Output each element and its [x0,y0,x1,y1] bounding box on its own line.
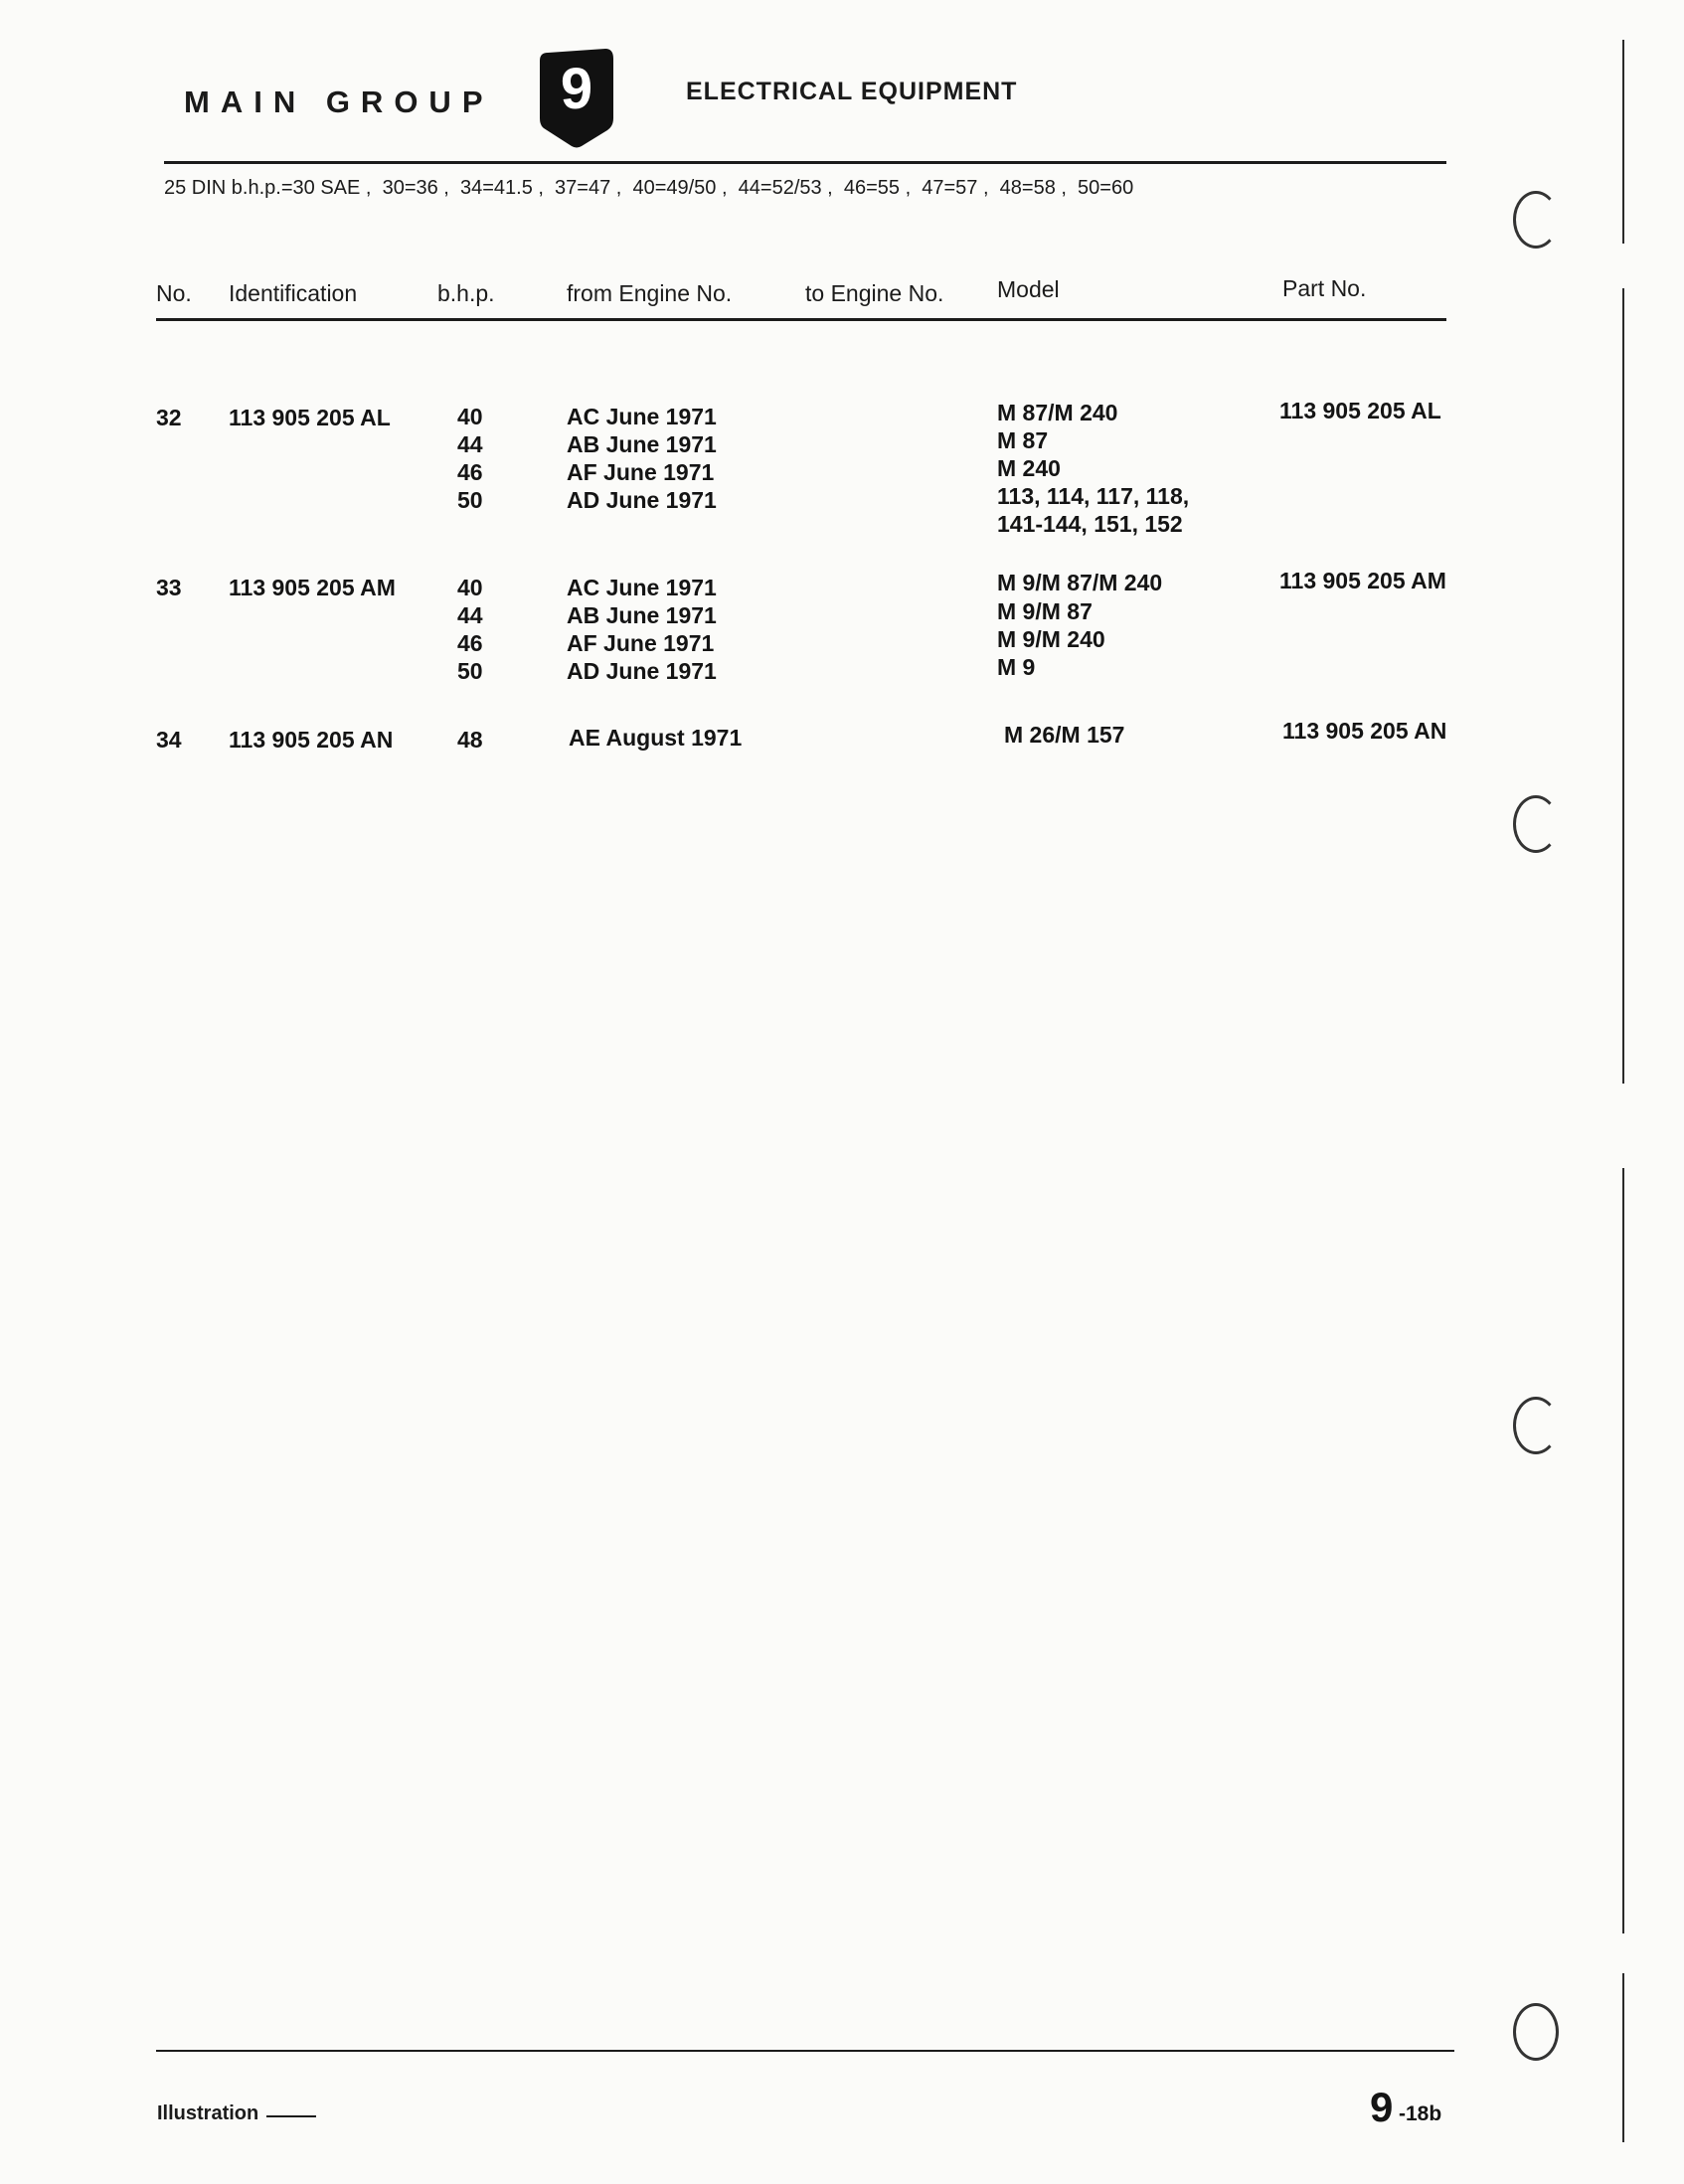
row-from-engine: AB June 1971 [567,602,717,628]
binder-hole-icon [1513,191,1559,249]
row-identification: 113 905 205 AL [229,405,391,430]
row-from-engine: AF June 1971 [567,459,715,485]
right-margin-line [1622,1168,1624,1933]
row-identification: 113 905 205 AN [229,727,394,753]
row-model: M 240 [997,455,1061,481]
page-number-sub: -18b [1399,2102,1442,2125]
row-part-no: 113 905 205 AL [1279,398,1441,423]
col-header-bhp: b.h.p. [437,280,495,306]
group-number: 9 [560,57,593,121]
row-part-no: 113 905 205 AN [1282,718,1447,744]
row-model: M 87 [997,427,1049,453]
row-identification: 113 905 205 AM [229,575,396,600]
row-bhp: 46 [457,459,483,485]
right-margin-line [1622,288,1624,1084]
row-model: M 26/M 157 [1004,722,1125,748]
binder-hole-icon [1513,2003,1559,2061]
row-from-engine: AC June 1971 [567,404,717,429]
row-no: 34 [156,727,182,753]
illustration-dash [266,2115,316,2117]
row-from-engine: AE August 1971 [569,725,743,751]
row-from-engine: AF June 1971 [567,630,715,656]
row-bhp: 44 [457,431,483,457]
bhp-conversion-note: 25 DIN b.h.p.=30 SAE , 30=36 , 34=41.5 , 37=47 , 40=49/50 , 44=52/53 , 46=55 , 47=57 , 48=58 , 50=60 [164,177,1134,199]
binder-hole-icon [1513,795,1559,853]
illustration-label: Illustration [157,2102,259,2124]
row-bhp: 44 [457,602,483,628]
row-model: M 87/M 240 [997,400,1118,425]
col-header-to-engine: to Engine No. [805,280,944,306]
row-model: 141-144, 151, 152 [997,511,1183,537]
main-group-label: MAIN GROUP [184,84,494,119]
section-title: ELECTRICAL EQUIPMENT [686,78,1018,105]
row-model: M 9/M 87 [997,598,1093,624]
row-from-engine: AC June 1971 [567,575,717,600]
footer-rule [156,2050,1454,2052]
row-bhp: 48 [457,727,483,753]
col-header-identification: Identification [229,280,358,306]
row-from-engine: AD June 1971 [567,658,717,684]
row-from-engine: AD June 1971 [567,487,717,513]
page-number-main: 9 [1370,2084,1394,2130]
right-margin-line [1622,40,1624,244]
row-no: 33 [156,575,182,600]
row-model: 113, 114, 117, 118, [997,483,1190,509]
row-bhp: 40 [457,404,483,429]
row-model: M 9/M 87/M 240 [997,570,1163,595]
row-model: M 9/M 240 [997,626,1105,652]
table-header-rule [156,318,1446,321]
header-rule [164,161,1446,164]
row-bhp: 50 [457,487,483,513]
row-part-no: 113 905 205 AM [1279,568,1446,593]
row-bhp: 50 [457,658,483,684]
row-no: 32 [156,405,182,430]
binder-hole-icon [1513,1397,1559,1454]
row-bhp: 46 [457,630,483,656]
col-header-model: Model [997,276,1060,302]
row-model: M 9 [997,654,1036,680]
col-header-part-no: Part No. [1282,275,1367,301]
row-bhp: 40 [457,575,483,600]
row-from-engine: AB June 1971 [567,431,717,457]
col-header-from-engine: from Engine No. [567,280,733,306]
col-header-no: No. [156,280,192,306]
right-margin-line [1622,1973,1624,2142]
